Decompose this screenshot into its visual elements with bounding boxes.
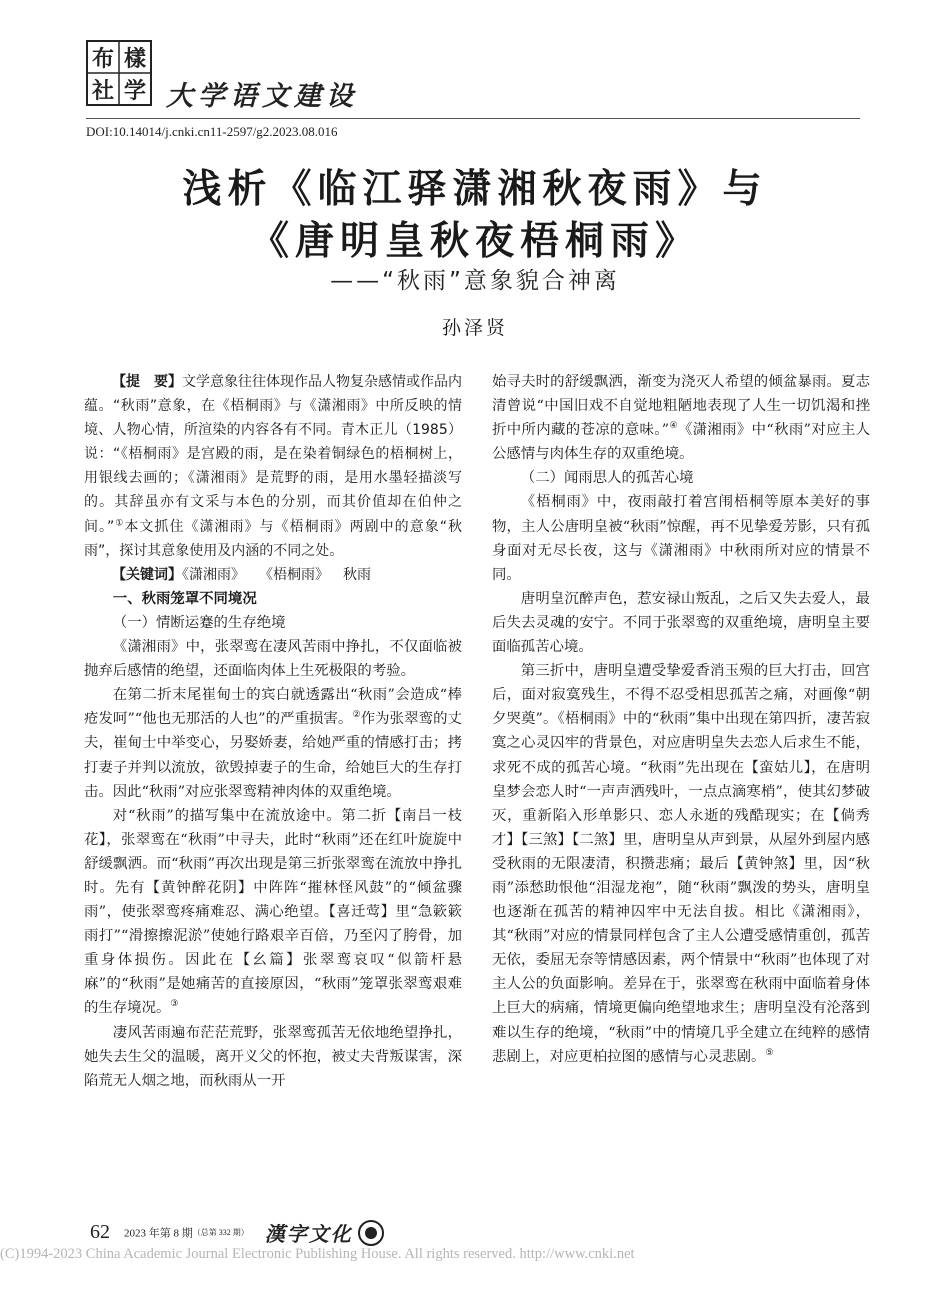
footnote-ref: ③ (170, 999, 179, 1010)
keywords (84, 563, 462, 587)
magazine-seal-icon (357, 1219, 385, 1247)
keywords-label: 【关键词】 (112, 566, 182, 583)
page-footer (90, 1218, 385, 1247)
paragraph-text: 对“秋雨”的描写集中在流放途中。第二折【南吕一枝花】，张翠鸾在“秋雨”中寻夫，此时“秋雨”还在红叶旋旋中舒缓飘洒。而“秋雨”再次出现是第三折张翠鸾在流放中挣扎时。先有【黄钟醉花阴】中阵阵“摧林怪风鼓”的“倾盆骤雨”，使张翠鸾疼痛难忍、满心绝望。【喜迁莺】里“急簌簌雨打”“滑擦擦泥淤”使她行路艰辛百倍，乃至闪了胯骨，加重身体损伤。因此在【幺篇】张翠鸾哀叹“似箭杆悬麻”的“秋雨”是她痛苦的直接原因，“秋雨”笼罩张翠鸾艰难的生存境况。 (84, 807, 462, 1017)
abstract-text-2: 本文抓住《潇湘雨》与《梧桐雨》两剧中的意象“秋雨”，探讨其意象使用及内涵的不同之处。 (84, 518, 462, 559)
subsection-heading: （二）闻雨思人的孤苦心境 (520, 470, 694, 487)
footnote-ref: ⑤ (765, 1047, 774, 1058)
subsection-heading: （一）情断运蹇的生存绝境 (112, 614, 286, 631)
paragraph: 唐明皇沉醉声色，惹安禄山叛乱，之后又失去爱人，最后失去灵魂的安宁。不同于张翠鸾的双重绝境，唐明皇主要面临孤苦心境。 (492, 590, 870, 656)
logo-char-3: 社 (91, 79, 115, 104)
keyword-item: 《潇湘雨》 (182, 566, 245, 583)
logo-char-4: 学 (123, 79, 147, 104)
footnote-ref: ② (352, 710, 361, 721)
article-subtitle: ——“秋雨”意象貌合神离 (330, 268, 620, 294)
column-name: 大学语文建设 (166, 81, 358, 112)
issue-total: （总第 332 期） (192, 1228, 249, 1237)
paragraph-continued: 始寻夫时的舒缓飘洒，渐变为浇灭人希望的倾盆暴雨。夏志清曾说“中国旧戏不自觉地粗陋地表现了人生一切饥渴和挫折中所内藏的苍凉的意味。”④《潇湘雨》中“秋雨”对应主人公感情与肉体生存的双重绝境。 (492, 374, 870, 463)
article-title-line-2: 《唐明皇秋夜梧桐雨》 (249, 218, 700, 264)
paragraph-text: 作为张翠鸾的丈夫，崔甸士中举变心，另娶娇妻，给她严重的情感打击；拷打妻子并判以流放，欲毁掉妻子的生命，给她巨大的生存打击。因此“秋雨”对应张翠鸾精神肉体的双重绝境。 (84, 711, 462, 800)
author: 孙泽贤 (441, 317, 508, 339)
footnote-ref: ① (114, 517, 125, 528)
abstract-text: 文学意象往往体现作品人物复杂感情或作品内蕴。“秋雨”意象，在《梧桐雨》与《潇湘雨》中所反映的情境、人物心情，所渲染的内容各有不同。青木正儿（1985）说：“《梧桐雨》是宫殿的雨，是在染着铜绿色的梧桐树上，用银线去画的；《潇湘雨》是荒野的雨，是用水墨轻描淡写的。其辞虽亦有文采与本色的分别，而其价值却在伯仲之间。” (84, 374, 462, 535)
abstract-label: 【提 要】 (112, 374, 182, 390)
paragraph-text: 第三折中，唐明皇遭受挚爱香消玉殒的巨大打击，回宫后，面对寂寞残生，不得不忍受相思孤苦之痛，对画像“朝夕哭奠”。《梧桐雨》中的“秋雨”集中出现在第四折，凄苦寂寞之心灵囚牢的背景色，对应唐明皇失去恋人后求生不能，求死不成的孤苦心境。“秋雨”先出现在【蛮姑儿】，在唐明皇梦会恋人时“一声声洒残叶，一点点滴寒梢”，使其幻梦破灭，重新陷入形单影只、恋人永逝的残酷现实；在【倘秀才】【三煞】【二煞】里，唐明皇从声到景，从屋外到屋内感受秋雨的无限凄清，积攒悲痛；最后【黄钟煞】里，因“秋雨”添愁助恨他“泪湿龙袍”，随“秋雨”飘泼的势头，唐明皇也逐渐在孤苦的精神囚牢中无法自拔。相比《潇湘雨》，其“秋雨”对应的情景同样包含了主人公遭受感情重创，孤苦无依，委屈无奈等情感因素，两个情景中“秋雨”也体现了对主人公的负面影响。差异在于，张翠鸾在秋雨中面临着身体上巨大的病痛，情境更偏向绝望地求生；唐明皇没有沦落到难以生存的绝境，“秋雨”中的情境几乎全建立在纯粹的感情悲剧上，对应更柏拉图的感情与心灵悲剧。 (492, 663, 870, 1065)
paragraph-start: 凄风苦雨遍布茫茫荒野，张翠鸾孤苦无依地绝望挣扎，她失去生父的温暖，离开义父的怀抱，被丈夫背叛谋害，深陷荒无人烟之地，而秋雨从一开 (84, 1024, 462, 1089)
copyright-notice: (C)1994-2023 China Academic Journal Electronic Publishing House. All rights reserved. http://www.cnki.net (0, 1246, 635, 1262)
footnote-ref: ④ (669, 421, 678, 432)
paragraph (84, 683, 462, 803)
doi: DOI:10.14014/j.cnki.cn11-2597/g2.2023.08.016 (86, 124, 338, 139)
magazine-name: 漢字文化 (264, 1222, 353, 1246)
abstract (84, 370, 462, 563)
paragraph: 《潇湘雨》中，张翠鸾在凄风苦雨中挣扎，不仅面临被抛弃后感情的绝望，还面临肉体上生死极限的考验。 (84, 639, 462, 680)
issue-info: 2023 年第 8 期 (124, 1227, 193, 1240)
logo-char-2: 樣 (123, 47, 147, 72)
keyword-item: 《梧桐雨》 (259, 566, 329, 583)
body-column-left (84, 370, 462, 1093)
paragraph-text: 《潇湘雨》中“秋雨”对应主人公感情与肉体生存的双重绝境。 (492, 422, 870, 463)
paragraph (84, 804, 462, 1021)
body-column-right (492, 370, 870, 1069)
journal-logo (86, 40, 152, 106)
section-heading: 一、秋雨笼罩不同境况 (112, 590, 257, 607)
article-title-line-1: 浅析《临江驿潇湘秋夜雨》与 (182, 166, 768, 212)
paragraph: 《梧桐雨》中，夜雨敲打着宫闱梧桐等原本美好的事物，主人公唐明皇被“秋雨”惊醒，再不见挚爱芳影，只有孤身面对无尽长夜，这与《潇湘雨》中秋雨所对应的情景不同。 (492, 494, 870, 583)
paragraph-text: 在第二折末尾崔甸士的宾白就透露出“秋雨”会造成“棒疮发呵”“他也无那活的人也”的严重损害。 (84, 687, 462, 728)
logo-char-1: 布 (91, 47, 115, 72)
page-number: 62 (90, 1221, 110, 1243)
header-divider (86, 118, 860, 119)
keyword-item: 秋雨 (343, 566, 371, 583)
paragraph (492, 659, 870, 1069)
